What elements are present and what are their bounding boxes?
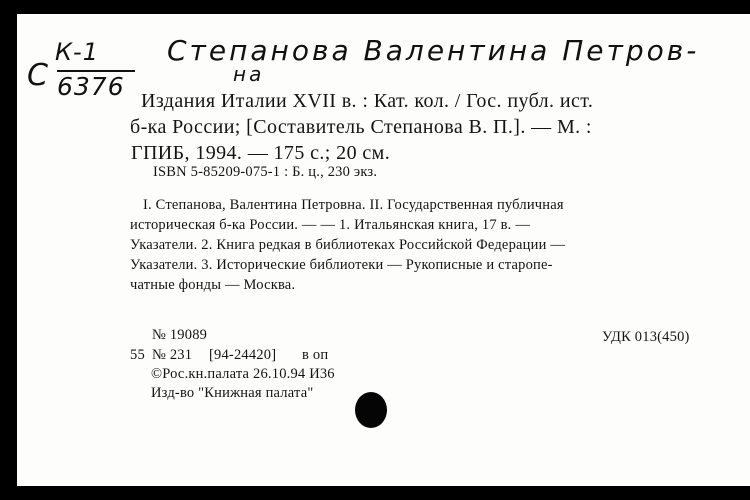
subject-line-1: I. Степанова, Валентина Петровна. II. Государственная публичная <box>143 197 564 213</box>
record-number: № 19089 <box>152 327 208 343</box>
shelf-mark-bottom: 6376 <box>57 72 125 101</box>
publisher-line: Изд-во "Книжная палата" <box>151 385 314 401</box>
udk-code: УДК 013(450) <box>602 329 690 345</box>
subject-line-5: чатные фонды — Москва. <box>130 277 296 293</box>
punch-hole <box>355 392 387 428</box>
order-suffix: в оп <box>302 347 329 363</box>
handwritten-author-cont: на <box>233 62 265 86</box>
copyright-line: ©Рос.кн.палата 26.10.94 И36 <box>151 366 335 382</box>
shelf-mark-letter: С <box>27 58 50 93</box>
catalog-card <box>17 14 750 486</box>
subject-line-3: Указатели. 2. Книга редкая в библиотеках Российской Федерации — <box>130 237 566 253</box>
entry-title-line-1: Издания Италии XVII в. : Кат. кол. / Гос. публ. ист. <box>141 90 594 112</box>
subject-line-4: Указатели. 3. Исторические библиотеки — Рукописные и старопе- <box>130 257 553 273</box>
entry-title-line-3: ГПИБ, 1994. — 175 с.; 20 см. <box>131 142 391 164</box>
subject-line-2: историческая б-ка России. — — 1. Итальянская книга, 17 в. — <box>130 217 531 233</box>
shelf-mark-top: К-1 <box>55 38 99 66</box>
entry-isbn: ISBN 5-85209-075-1 : Б. ц., 230 экз. <box>153 164 378 180</box>
entry-title-line-2: б-ка России; [Составитель Степанова В. П.]. — М. : <box>130 116 592 138</box>
handwritten-author: Степанова Валентина Петров- <box>167 34 700 67</box>
order-prefix: 55 <box>130 347 145 363</box>
order-code: [94-24420] <box>209 347 277 363</box>
order-number: № 231 <box>152 347 193 363</box>
